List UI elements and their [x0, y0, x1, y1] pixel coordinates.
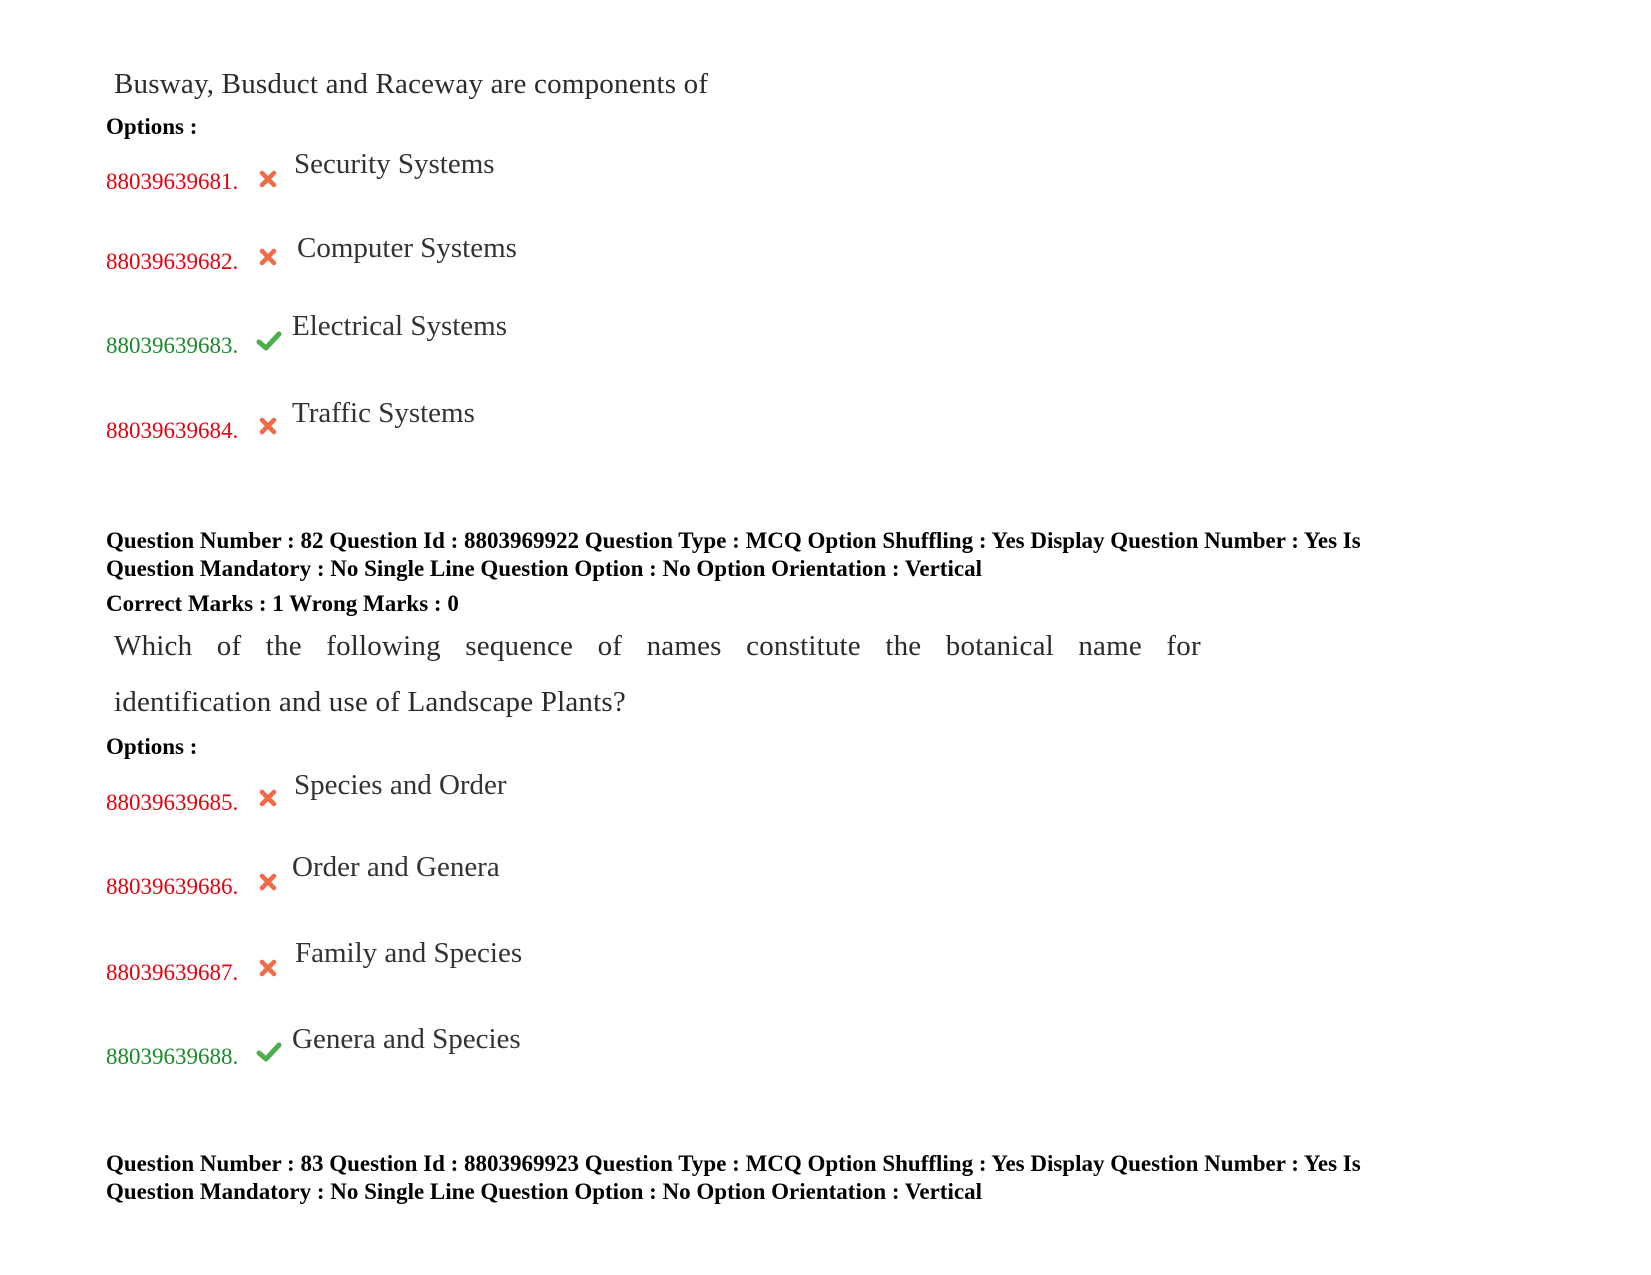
option-text: Order and Genera [292, 851, 500, 883]
option-id: 88039639685. [106, 790, 239, 815]
question-meta-line: Question Number : 82 Question Id : 8803969922 Question Type : MCQ Option Shuffling : Yes Display Question Number : Yes Is [106, 528, 1361, 553]
option-id: 88039639687. [106, 960, 239, 985]
question-meta [106, 527, 1546, 583]
option-id: 88039639688. [106, 1044, 239, 1069]
options-label: Options : [106, 114, 198, 139]
wrong-cross-icon [257, 957, 279, 979]
question-text: Which of the following sequence of names constitute the botanical name for [114, 630, 1201, 662]
option-text: Species and Order [294, 769, 507, 801]
option-text: Genera and Species [292, 1023, 521, 1055]
option-text: Traffic Systems [292, 397, 475, 429]
option-text: Security Systems [294, 148, 495, 180]
options-label: Options : [106, 734, 198, 759]
option-id: 88039639684. [106, 418, 239, 443]
wrong-cross-icon [257, 246, 279, 268]
option-text: Computer Systems [297, 232, 517, 264]
marks-info: Correct Marks : 1 Wrong Marks : 0 [106, 591, 459, 616]
question-meta-line: Question Number : 83 Question Id : 8803969923 Question Type : MCQ Option Shuffling : Yes Display Question Number : Yes Is [106, 1151, 1361, 1176]
question-meta-line: Question Mandatory : No Single Line Question Option : No Option Orientation : Vertical [106, 556, 982, 581]
question-meta-line: Question Mandatory : No Single Line Question Option : No Option Orientation : Vertical [106, 1179, 982, 1204]
wrong-cross-icon [257, 787, 279, 809]
question-text: Busway, Busduct and Raceway are components of [114, 68, 709, 100]
correct-check-icon [256, 330, 282, 352]
correct-check-icon [256, 1041, 282, 1063]
wrong-cross-icon [257, 871, 279, 893]
option-id: 88039639683. [106, 333, 239, 358]
option-text: Electrical Systems [292, 310, 508, 342]
question-text: identification and use of Landscape Plants? [114, 686, 626, 718]
option-id: 88039639682. [106, 249, 239, 274]
option-text: Family and Species [295, 937, 523, 969]
wrong-cross-icon [257, 415, 279, 437]
question-meta [106, 1150, 1546, 1206]
option-id: 88039639681. [106, 169, 239, 194]
option-id: 88039639686. [106, 874, 239, 899]
wrong-cross-icon [257, 168, 279, 190]
